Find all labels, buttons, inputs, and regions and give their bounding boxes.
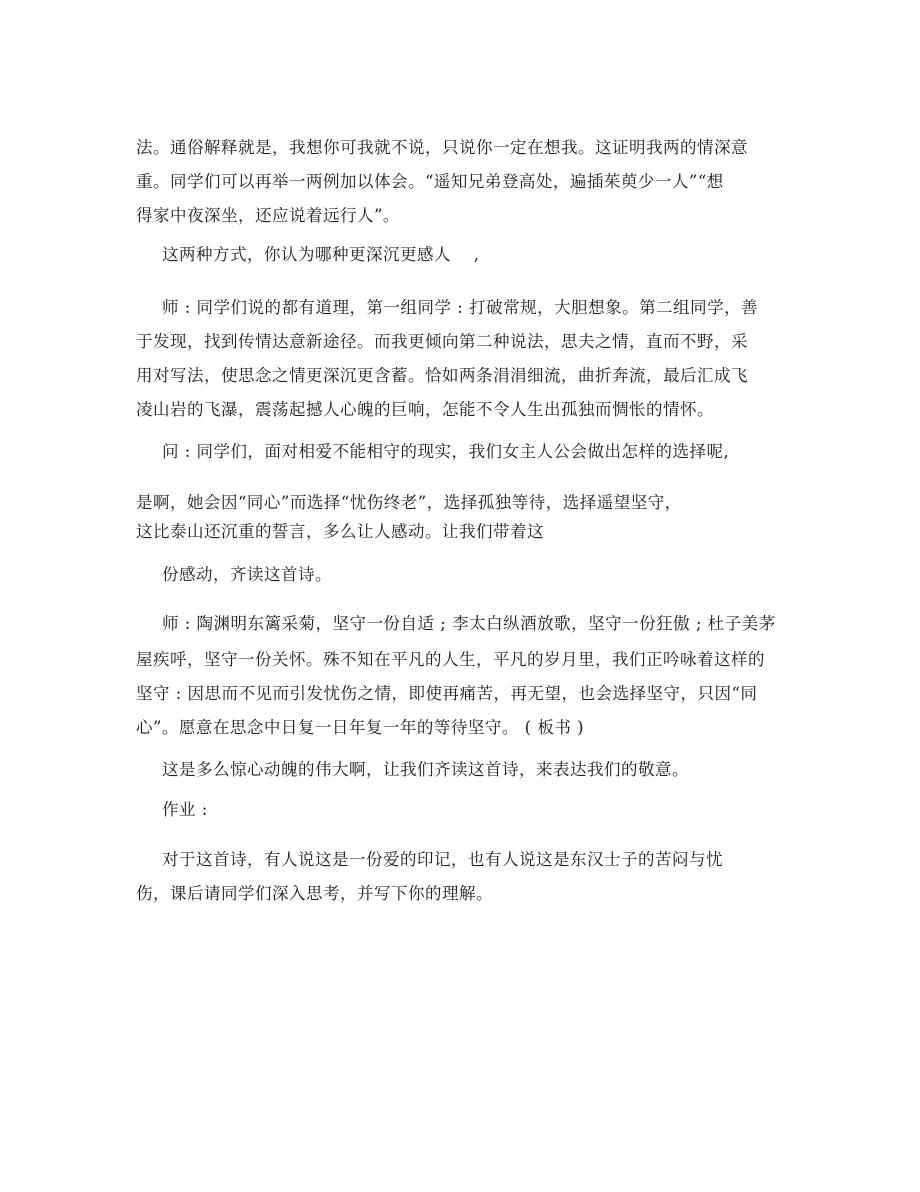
text-line: 用对写法，使思念之情更深沉更含蓄。恰如两条涓涓细流，曲折奔流，最后汇成飞 <box>136 366 748 385</box>
text-line: 得家中夜深坐，还应说着远行人”。 <box>136 206 400 225</box>
text-line: 份感动，齐读这首诗。 <box>162 565 332 584</box>
text-line: 伤，课后请同学们深入思考，并写下你的理解。 <box>136 884 493 903</box>
text-line: 师 : 陶渊明东篱采菊，坚守一份自适 ; 李太白纵酒放歌，坚守一份狂傲 ; 杜子美茅 <box>162 614 776 633</box>
text-line: 对于这首诗，有人说这是一份爱的印记，也有人说这是东汉士子的苦闷与忧 <box>162 850 723 869</box>
text-line: 于发现，找到传情达意新途径。而我更倾向第二种说法，思夫之情，直而不野，采 <box>136 332 748 351</box>
text-line: 这是多么惊心动魄的伟大啊，让我们齐读这首诗，来表达我们的敬意。 <box>162 760 689 779</box>
text-line: 这比泰山还沉重的誓言，多么让人感动。让我们带着这 <box>136 522 544 541</box>
text-line: 重。同学们可以再举一两例加以体会。“遥知兄弟登高处，遍插茱萸少一人”“想 <box>136 172 724 191</box>
text-line: 凌山岩的飞瀑，震荡起撼人心魄的巨响，怎能不令人生出孤独而惆怅的情怀。 <box>136 400 714 419</box>
text-line: 法。通俗解释就是，我想你可我就不说，只说你一定在想我。这证明我两的情深意 <box>136 138 748 157</box>
text-line: 心”。愿意在思念中日复一日年复一年的等待坚守。 ( 板书 ) <box>136 718 585 737</box>
text-line: 坚守 : 因思而不见而引发忧伤之情，即使再痛苦，再无望，也会选择坚守，只因“同 <box>136 684 758 703</box>
text-line: 问 : 同学们，面对相爱不能相守的现实，我们女主人公会做出怎样的选择呢, <box>162 442 730 461</box>
text-line: 师 : 同学们说的都有道理，第一组同学 : 打破常规，大胆想象。第二组同学，善 <box>162 298 759 317</box>
text-line: 屋疾呼，坚守一份关怀。殊不知在平凡的人生，平凡的岁月里，我们正吟咏着这样的 <box>136 650 765 669</box>
text-line: 作业 : <box>162 800 208 819</box>
text-line: 是啊，她会因“同心”而选择“忧伤终老”，选择孤独等待，选择遥望坚守， <box>136 493 682 512</box>
text-line: 这两种方式，你认为哪种更深沉更感人 , <box>162 245 480 264</box>
